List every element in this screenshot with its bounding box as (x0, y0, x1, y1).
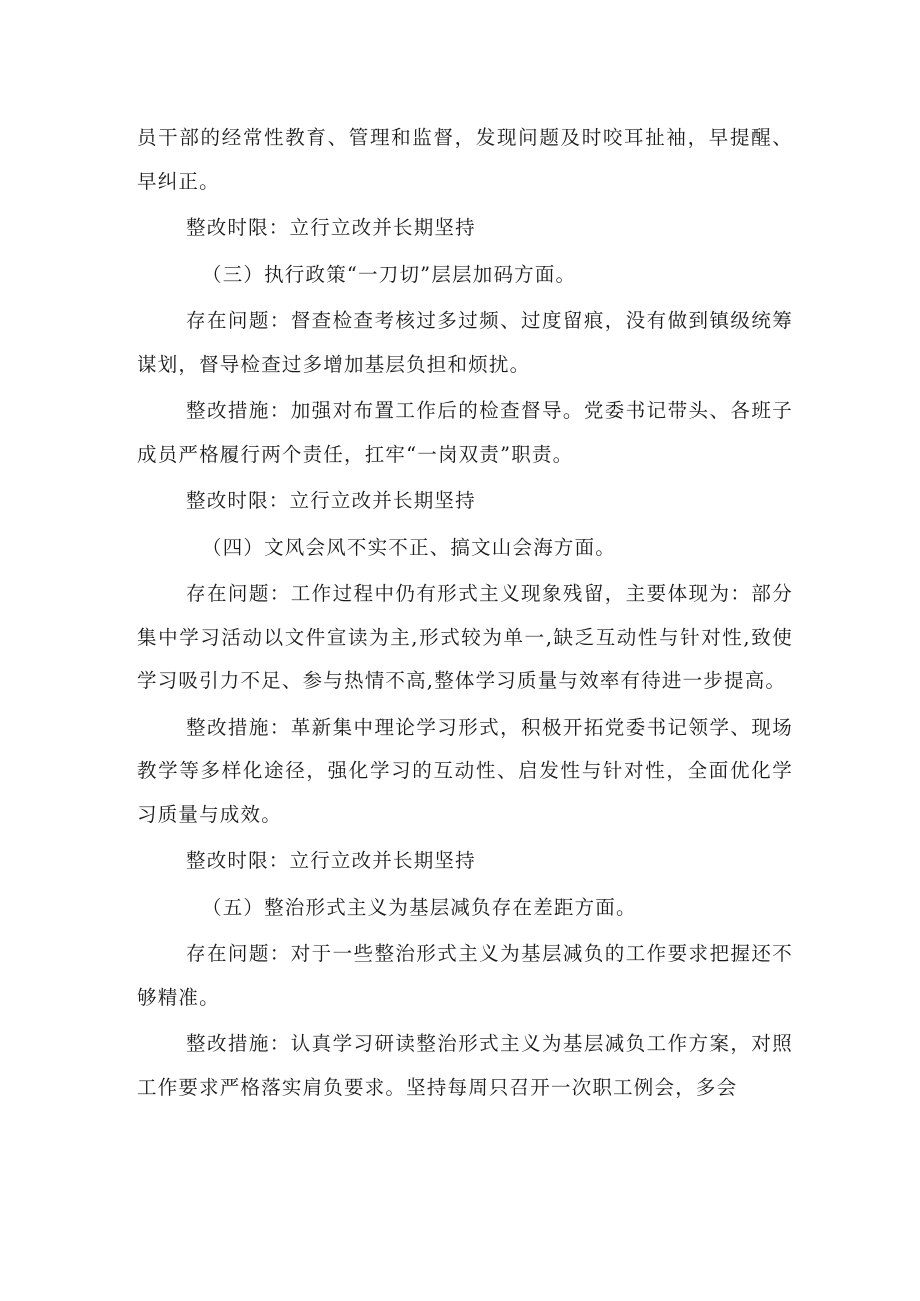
paragraph-deadline: 整改时限：立行立改并长期坚持 (186, 489, 476, 512)
paragraph-problem: 存在问题：对于一些整治形式主义为基层减负的工作要求把握还不够精准。 (137, 942, 793, 1009)
section-heading-5: （五）整治形式主义为基层减负存在差距方面。 (202, 895, 637, 919)
paragraph-continuation: 员干部的经常性教育、管理和监督，发现问题及时咬耳扯袖，早提醒、早纠正。 (137, 126, 793, 193)
paragraph-measure: 整改措施：加强对布置工作后的检查督导。党委书记带头、各班子成员严格履行两个责任，扛牢“一岗双责”职责。 (137, 399, 793, 466)
paragraph-problem: 存在问题：工作过程中仍有形式主义现象残留，主要体现为：部分集中学习活动以文件宣读为主,形式较为单一,缺乏互动性与针对性,致使学习吸引力不足、参与热情不高,整体学习质量与效率有待进一步提高。 (137, 582, 793, 692)
paragraph-problem: 存在问题：督查检查考核过多过频、过度留痕，没有做到镇级统筹谋划，督导检查过多增加基层负担和烦扰。 (137, 309, 793, 376)
paragraph-measure: 整改措施：革新集中理论学习形式，积极开拓党委书记领学、现场教学等多样化途径，强化学习的互动性、启发性与针对性，全面优化学习质量与成效。 (137, 715, 793, 826)
paragraph-measure: 整改措施：认真学习研读整治形式主义为基层减负工作方案，对照工作要求严格落实肩负要求。坚持每周只召开一次职工例会，多会 (137, 1032, 793, 1099)
paragraph-deadline: 整改时限：立行立改并长期坚持 (186, 216, 476, 239)
paragraph-deadline: 整改时限：立行立改并长期坚持 (186, 849, 476, 872)
section-heading-3: （三）执行政策“一刀切”层层加码方面。 (202, 262, 577, 286)
section-heading-4: （四）文风会风不实不正、搞文山会海方面。 (202, 535, 617, 559)
document-page (137, 116, 793, 1109)
